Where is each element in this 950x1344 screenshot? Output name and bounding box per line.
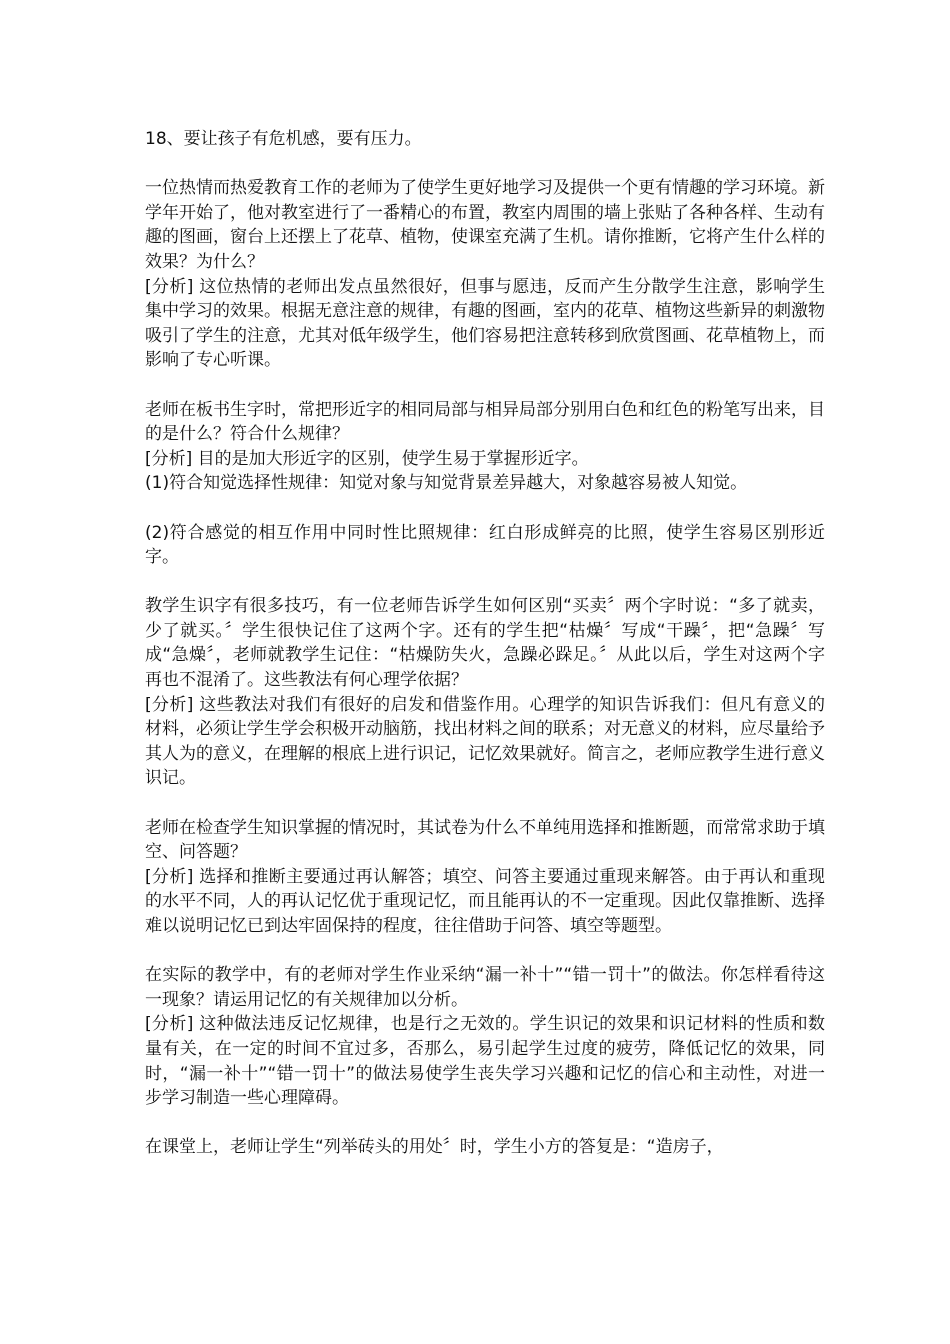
paragraph-gap	[145, 1111, 825, 1136]
analysis-2-point-2: (2)符合感觉的相互作用中同时性比照规律：红白形成鲜亮的比照，使学生容易区别形近字。	[145, 522, 825, 568]
question-4: 老师在检查学生知识掌握的情况时，其试卷为什么不单纯用选择和推断题，而常常求助于填空、问答题？	[145, 817, 825, 863]
analysis-4: [分析] 选择和推断主要通过再认解答；填空、问答主要通过重现来解答。由于再认和重现的水平不同，人的再认记忆优于重现记忆，而且能再认的不一定重现。因此仅靠推断、选择难以说明记忆已到达牢固保持的程度，往往借助于问答、填空等题型。	[145, 866, 825, 936]
paragraph-gap	[145, 791, 825, 816]
analysis-2: [分析] 目的是加大形近字的区别，使学生易于掌握形近字。	[145, 448, 589, 469]
document-heading: 18、要让孩子有危机感，要有压力。	[145, 129, 422, 149]
document-page	[145, 127, 825, 1160]
analysis-3: [分析] 这些教法对我们有很好的启发和借鉴作用。心理学的知识告诉我们：但凡有意义的材料，必须让学生学会积极开动脑筋，找出材料之间的联系；对无意义的材料，应尽量给予其人为的意义，在理解的根底上进行识记，记忆效果就好。简言之，老师应教学生进行意义识记。	[145, 694, 825, 789]
analysis-5: [分析] 这种做法违反记忆规律，也是行之无效的。学生识记的效果和识记材料的性质和数量有关，在一定的时间不宜过多，否那么，易引起学生过度的疲劳，降低记忆的效果，同时，“漏一补十”“错一罚十”的做法易使学生丧失学习兴趣和记忆的信心和主动性，对进一步学习制造一些心理障碍。	[145, 1014, 825, 1109]
analysis-2-point-1: (1)符合知觉选择性规律：知觉对象与知觉背景差异越大，对象越容易被人知觉。	[145, 473, 748, 494]
question-3: 教学生识字有很多技巧，有一位老师告诉学生如何区别“买卖〞两个字时说：“多了就卖，少了就买。〞学生很快记住了这两个字。还有的学生把“枯燥〞写成“干躁〞，把“急躁〞写成“急燥〞，老师就教学生记住：“枯燥防失火，急躁必跺足。〞从此以后，学生对这两个字再也不混淆了。这些教法有何心理学依据？	[145, 596, 825, 691]
paragraph-gap	[145, 496, 825, 521]
question-5: 在实际的教学中，有的老师对学生作业采纳“漏一补十”“错一罚十”的做法。你怎样看待这一现象？请运用记忆的有关规律加以分析。	[145, 965, 825, 1010]
paragraph-gap	[145, 152, 825, 177]
analysis-1: [分析] 这位热情的老师出发点虽然很好，但事与愿违，反而产生分散学生注意，影响学生集中学习的效果。根据无意注意的规律，有趣的图画，室内的花草、植物这些新异的刺激物吸引了学生的注意，尤其对低年级学生，他们容易把注意转移到欣赏图画、花草植物上，而影响了专心听课。	[145, 276, 825, 371]
paragraph-gap	[145, 373, 825, 398]
question-1: 一位热情而热爱教育工作的老师为了使学生更好地学习及提供一个更有情趣的学习环境。新学年开始了，他对教室进行了一番精心的布置，教室内周围的墙上张贴了各种各样、生动有趣的图画，窗台上还摆上了花草、植物，使课室充满了生机。请你推断，它将产生什么样的效果？为什么？	[145, 178, 825, 272]
question-2: 老师在板书生字时，常把形近字的相同局部与相异局部分别用白色和红色的粉笔写出来，目的是什么？符合什么规律？	[145, 399, 825, 445]
question-6: 在课堂上，老师让学生“列举砖头的用处〞时，学生小方的答复是：“造房子，	[145, 1137, 724, 1158]
paragraph-gap	[145, 939, 825, 964]
paragraph-gap	[145, 570, 825, 595]
